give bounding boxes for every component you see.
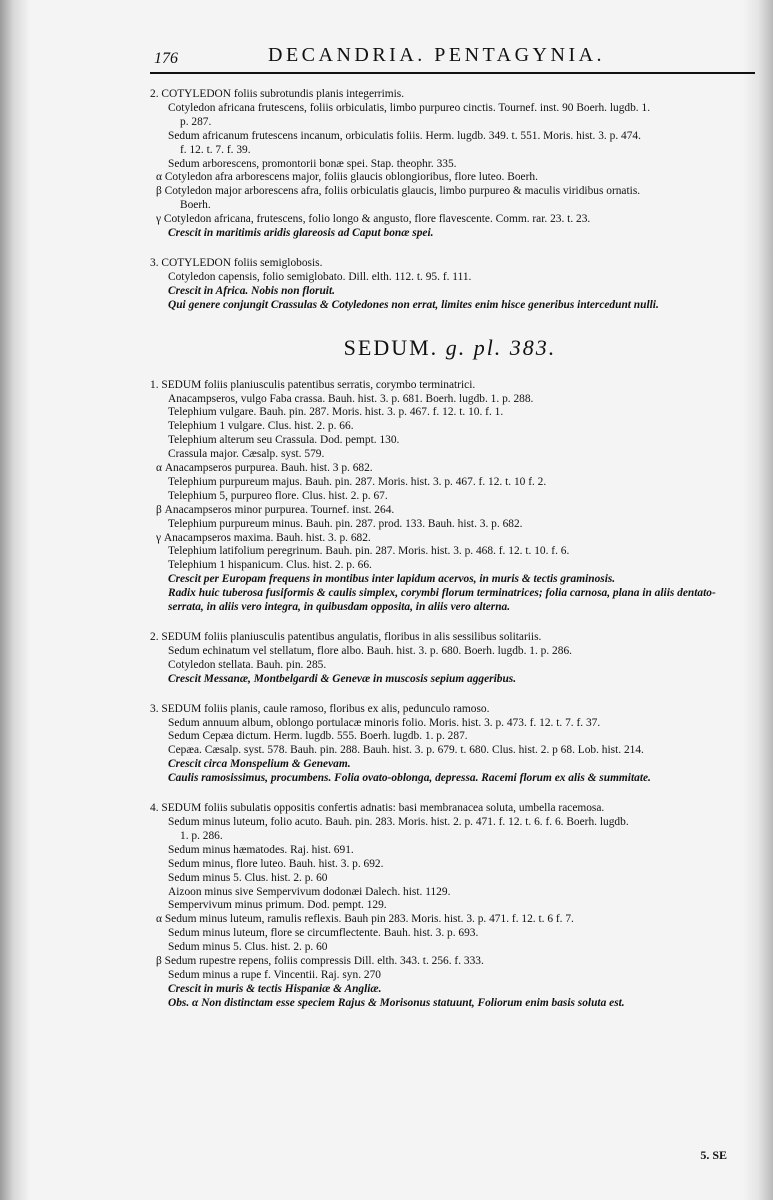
synonym-line: Sempervivum minus primum. Dod. pempt. 129. bbox=[168, 899, 387, 912]
synonym-line: Sedum minus 5. Clus. hist. 2. p. 60 bbox=[168, 871, 328, 884]
synonym-line: Sedum arborescens, promontorii bonæ spei. Stap. theophr. 335. bbox=[168, 157, 457, 170]
page-gutter-shadow bbox=[0, 0, 30, 1200]
variety-line: β Sedum rupestre repens, foliis compressis Dill. elth. 343. t. 256. f. 333. bbox=[156, 955, 484, 968]
entry-heading: 3. SEDUM foliis planis, caule ramoso, floribus ex alis, pedunculo ramoso. bbox=[150, 702, 490, 715]
synonym-line: Sedum minus, flore luteo. Bauh. hist. 3. p. 692. bbox=[168, 857, 384, 870]
entry-heading: 1. SEDUM foliis planiusculis patentibus serratis, corymbo terminatrici. bbox=[150, 378, 476, 391]
catchword: 5. SE bbox=[700, 1148, 727, 1162]
synonym-line: Telephium latifolium peregrinum. Bauh. pin. 287. Moris. hist. 3. p. 468. f. 12. t. 10. f. 6. bbox=[168, 545, 570, 558]
observation-text: Caulis ramosissimus, procumbens. Folia ovato-oblonga, depressa. Racemi florum ex alis & summitate. bbox=[168, 772, 651, 785]
habitat-line: Crescit in maritimis aridis glareosis ad Caput bonæ spei. bbox=[168, 227, 434, 240]
synonym-line: Sedum echinatum vel stellatum, flore albo. Bauh. hist. 3. p. 680. Boerh. lugdb. 1. p. 286. bbox=[168, 644, 572, 657]
synonym-line: Sedum annuum album, oblongo portulacæ minoris folio. Moris. hist. 3. p. 473. f. 12. t. 7. f. 37. bbox=[168, 716, 601, 729]
synonym-line: Telephium 1 hispanicum. Clus. hist. 2. p. 66. bbox=[168, 559, 372, 572]
variety-line: β Cotyledon major arborescens afra, foliis orbiculatis glaucis, limbo purpureo & maculis viridibus ornatis. bbox=[156, 185, 641, 198]
entry-heading: 4. SEDUM foliis subulatis oppositis confertis adnatis: basi membranacea soluta, umbella racemosa. bbox=[150, 802, 605, 815]
synonym-line: Telephium 1 vulgare. Clus. hist. 2. p. 66. bbox=[168, 420, 354, 433]
synonym-line: Crassula major. Cæsalp. syst. 579. bbox=[168, 448, 325, 461]
habitat-line: Crescit in Africa. Nobis non floruit. bbox=[168, 284, 335, 297]
synonym-line: Cotyledon stellata. Bauh. pin. 285. bbox=[168, 658, 327, 671]
observation-text: Radix huic tuberosa fusiformis & caulis simplex, corymbi florum terminatrices; folia carnosa, plana in aliis dentato-serrata, in aliis vero integra, in quibusdam opposita, in aliis vero alterna. bbox=[168, 587, 716, 614]
synonym-line: Sedum Cepæa dictum. Herm. lugdb. 555. Boerh. lugdb. 1. p. 287. bbox=[168, 730, 468, 743]
synonym-line: Cotyledon africana frutescens, foliis orbiculatis, limbo purpureo cinctis. Tournef. inst. 90 Boerh. lugdb. 1. bbox=[168, 101, 651, 114]
entry-heading: 2. SEDUM foliis planiusculis patentibus angulatis, floribus in alis sessilibus solitariis. bbox=[150, 631, 542, 643]
page-header bbox=[150, 38, 755, 74]
synonym-line: Cepæa. Cæsalp. syst. 578. Bauh. pin. 288. Bauh. hist. 3. p. 679. t. 680. Clus. hist. 2. p 68. Lob. hist. 214. bbox=[168, 744, 644, 757]
synonym-line: Sedum minus a rupe f. Vincentii. Raj. syn. 270 bbox=[168, 968, 381, 981]
species-entry-sedum-4 bbox=[150, 802, 750, 1011]
synonym-line: Sedum minus luteum, folio acuto. Bauh. pin. 283. Moris. hist. 2. p. 471. f. 12. t. 6. f. 6. Boerh. lugdb. bbox=[168, 815, 629, 828]
page-body bbox=[150, 88, 750, 1011]
synonym-line: Telephium purpureum majus. Bauh. pin. 287. Moris. hist. 3. p. 467. f. 12. t. 10 f. 2. bbox=[168, 475, 547, 488]
synonym-line: Aizoon minus sive Sempervivum dodonæi Dalech. hist. 1129. bbox=[168, 885, 451, 898]
habitat-line: Crescit circa Monspelium & Genevam. bbox=[168, 758, 351, 771]
synonym-line: Sedum africanum frutescens incanum, orbiculatis foliis. Herm. lugdb. 349. t. 551. Moris. hist. 3. p. 474. bbox=[168, 129, 641, 142]
synonym-line: Anacampseros, vulgo Faba crassa. Bauh. hist. 3. p. 681. Boerh. lugdb. 1. p. 288. bbox=[168, 392, 534, 405]
synonym-line-cont: f. 12. t. 7. f. 39. bbox=[180, 143, 251, 156]
synonym-line-cont: p. 287. bbox=[180, 115, 212, 128]
variety-line: α Cotyledon afra arborescens major, foliis glaucis oblongioribus, flore luteo. Boerh. bbox=[156, 171, 538, 184]
variety-line: γ Anacampseros maxima. Bauh. hist. 3. p. 682. bbox=[156, 531, 371, 544]
species-entry-sedum-2 bbox=[150, 631, 750, 687]
synonym-line-cont: 1. p. 286. bbox=[180, 829, 223, 842]
habitat-line: Crescit in muris & tectis Hispaniæ & Angliæ. bbox=[168, 982, 382, 995]
page-number: 176 bbox=[154, 50, 178, 67]
variety-line: α Anacampseros purpurea. Bauh. hist. 3 p. 682. bbox=[156, 462, 373, 475]
synonym-line: Cotyledon capensis, folio semiglobato. Dill. elth. 112. t. 95. f. 111. bbox=[168, 270, 472, 283]
synonym-line: Sedum minus hæmatodes. Raj. hist. 691. bbox=[168, 843, 354, 856]
observation-text: Qui genere conjungit Crassulas & Cotyledones non errat, limites enim hisce generibus intercedunt nulli. bbox=[168, 298, 659, 311]
synonym-line: Telephium purpureum minus. Bauh. pin. 287. prod. 133. Bauh. hist. 3. p. 682. bbox=[168, 517, 523, 530]
habitat-line: Crescit Messanæ, Montbelgardi & Genevæ in muscosis sepium aggeribus. bbox=[168, 672, 517, 685]
observation-text: Obs. α Non distinctam esse speciem Rajus & Morisonus statuunt, Foliorum enim basis soluta est. bbox=[168, 996, 625, 1009]
synonym-line: Telephium vulgare. Bauh. pin. 287. Moris. hist. 3. p. 467. f. 12. t. 10. f. 1. bbox=[168, 406, 504, 419]
variety-line-cont: Boerh. bbox=[180, 199, 211, 212]
variety-line: α Sedum minus luteum, ramulis reflexis. Bauh pin 283. Moris. hist. 3. p. 471. f. 12. t. 6 f. 7. bbox=[156, 913, 574, 926]
genus-heading bbox=[150, 335, 750, 361]
species-entry-cotyledon-3 bbox=[150, 257, 750, 313]
synonym-line: Sedum minus 5. Clus. hist. 2. p. 60 bbox=[168, 941, 328, 954]
entry-heading: 2. COTYLEDON foliis subrotundis planis integerrimis. bbox=[150, 88, 405, 100]
entry-heading: 3. COTYLEDON foliis semiglobosis. bbox=[150, 256, 323, 269]
variety-line: β Anacampseros minor purpurea. Tournef. inst. 264. bbox=[156, 503, 395, 516]
synonym-line: Sedum minus luteum, flore se circumflectente. Bauh. hist. 3. p. 693. bbox=[168, 927, 479, 940]
species-entry-sedum-3 bbox=[150, 703, 750, 786]
variety-line: γ Cotyledon africana, frutescens, folio longo & angusto, flore flavescente. Comm. rar. 23. t. 23. bbox=[156, 213, 591, 226]
synonym-line: Telephium alterum seu Crassula. Dod. pempt. 130. bbox=[168, 434, 400, 447]
running-title: DECANDRIA. PENTAGYNIA. bbox=[268, 44, 606, 66]
species-entry-sedum-1 bbox=[150, 379, 750, 615]
habitat-line: Crescit per Europam frequens in montibus inter lapidum acervos, in muris & tectis graminosis. bbox=[168, 573, 616, 586]
genus-name: SEDUM. bbox=[343, 334, 439, 360]
synonym-line: Telephium 5, purpureo flore. Clus. hist. 2. p. 67. bbox=[168, 489, 388, 502]
species-entry-cotyledon-2 bbox=[150, 88, 750, 241]
genus-reference: g. pl. 383. bbox=[445, 334, 557, 360]
